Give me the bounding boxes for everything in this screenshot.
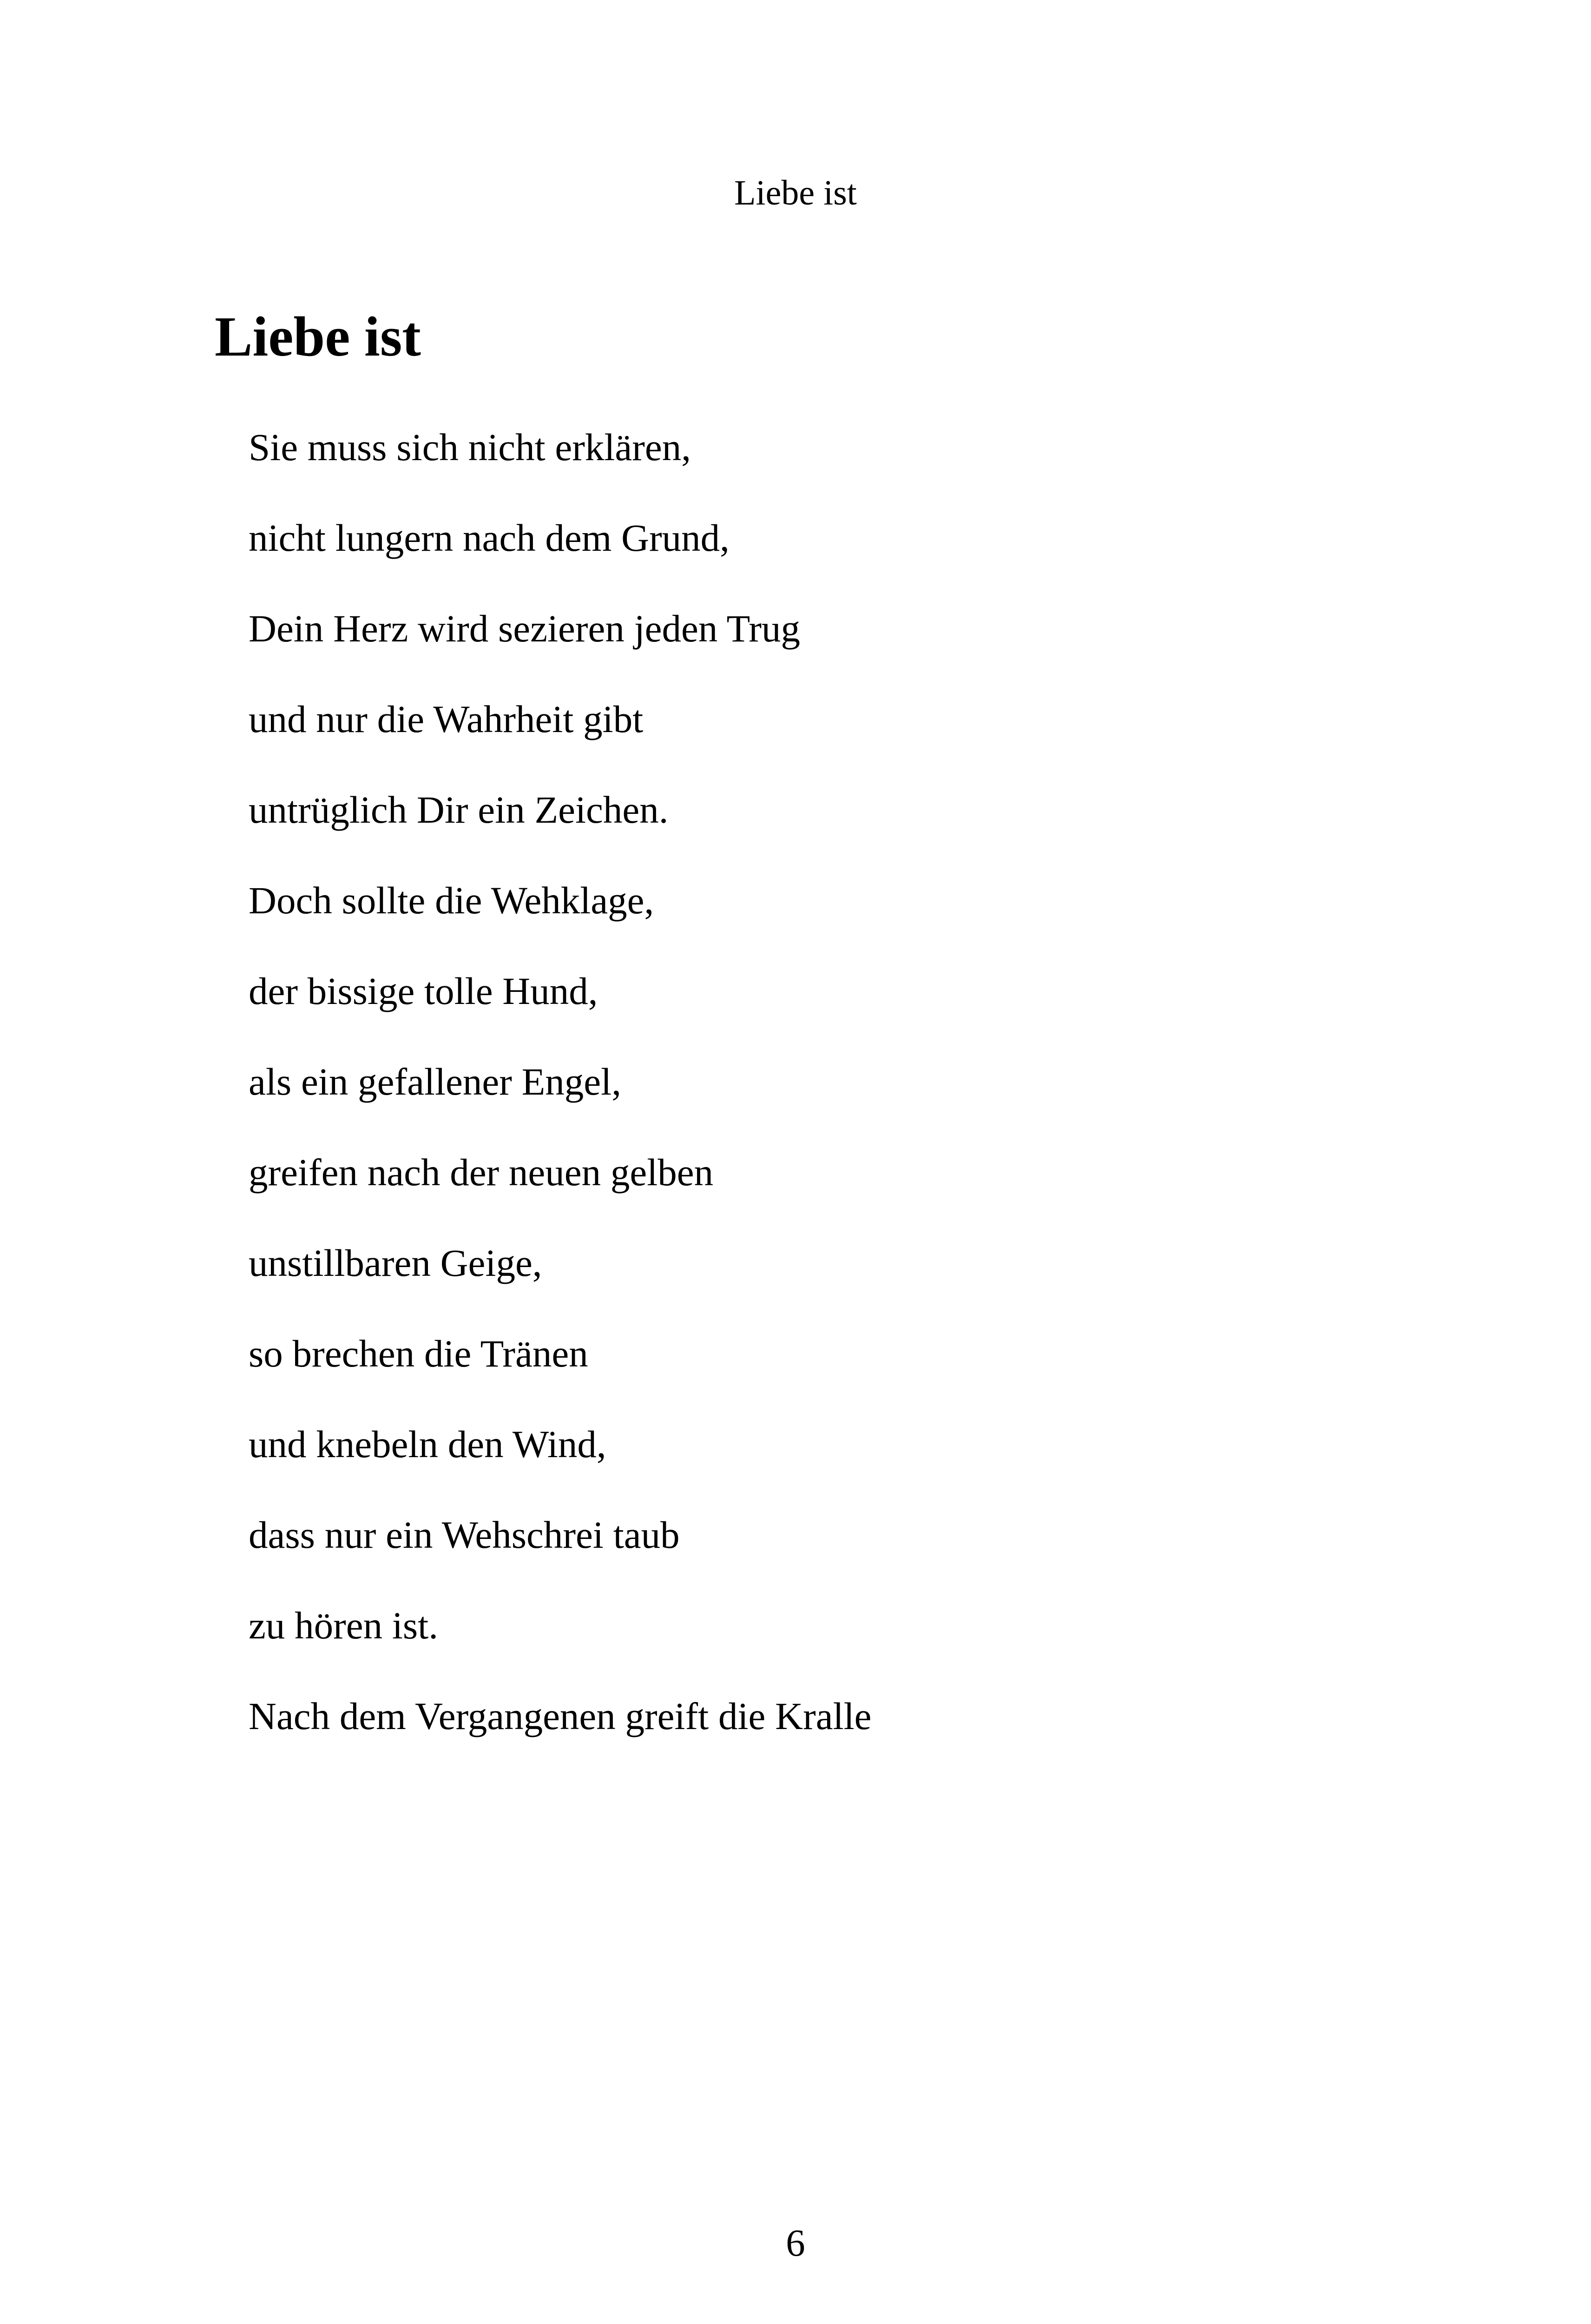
poem-line: untrüglich Dir ein Zeichen. — [249, 788, 669, 831]
poem-line: nicht lungern nach dem Grund, — [249, 516, 730, 559]
poem-body — [249, 402, 872, 1762]
poem-line: unstillbaren Geige, — [249, 1241, 542, 1284]
poem-line: und nur die Wahrheit gibt — [249, 698, 644, 740]
running-header: Liebe ist — [734, 173, 857, 212]
page-number: 6 — [786, 2221, 805, 2264]
poem-line: so brechen die Tränen — [249, 1332, 588, 1375]
poem-line: Sie muss sich nicht erklären, — [249, 426, 691, 469]
poem-line: dass nur ein Wehschrei taub — [249, 1513, 680, 1556]
poem-title: Liebe ist — [215, 305, 421, 368]
poem-line: zu hören ist. — [249, 1604, 438, 1647]
poem-line: greifen nach der neuen gelben — [249, 1151, 714, 1194]
poem-line: und knebeln den Wind, — [249, 1423, 606, 1466]
poem-line: der bissige tolle Hund, — [249, 970, 598, 1012]
poem-line: Dein Herz wird sezieren jeden Trug — [249, 607, 801, 650]
poem-line: als ein gefallener Engel, — [249, 1060, 621, 1103]
poem-line: Nach dem Vergangenen greift die Kralle — [249, 1695, 872, 1737]
poem-line: Doch sollte die Wehklage, — [249, 879, 654, 922]
